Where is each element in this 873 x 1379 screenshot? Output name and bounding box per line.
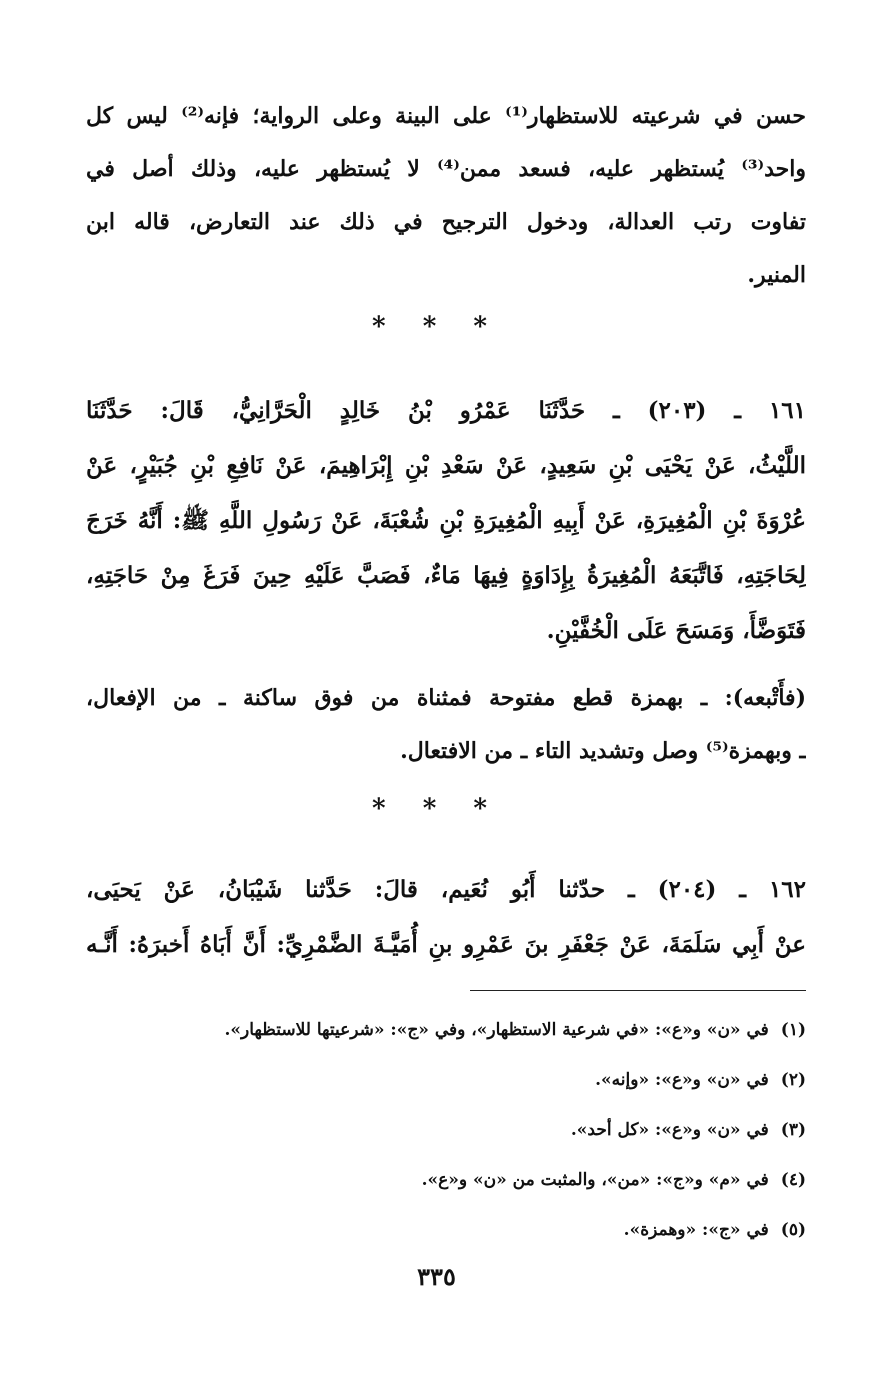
hadith-line: عُرْوَةَ بْنِ الْمُغِيرَةِ، عَنْ أَبِيهِ الْمُغِيرَةِ بْنِ شُعْبَةَ، عَنْ رَسُولِ اللَّهِ ﷺ: أَنَّهُ خَرَجَ [86, 507, 806, 534]
hadith-line: لِحَاجَتِهِ، فَاتَّبَعَهُ الْمُغِيرَةُ بِإِدَاوَةٍ فِيهَا مَاءٌ، فَصَبَّ عَلَيْهِ حِينَ فَرَغَ مِنْ حَاجَتِهِ، [86, 562, 806, 589]
hadith-161 [86, 383, 806, 658]
footnote-item [86, 1205, 806, 1255]
commentary-line: المنير. [747, 262, 806, 288]
hadith-line: ١٦١ ـ (٢٠٣) ـ حَدَّثَنَا عَمْرُو بْنُ خَالِدٍ الْحَرَّانِيُّ، قَالَ: حَدَّثَنَا [86, 397, 806, 424]
footnote-item [86, 1055, 806, 1105]
footnote-item [86, 1005, 806, 1055]
hadith-161-note [86, 672, 806, 778]
footnote-divider [470, 990, 806, 991]
commentary-paragraph [86, 90, 806, 302]
hadith-line: ١٦٢ ـ (٢٠٤) ـ حدّثنا أَبُو نُعَيم، قالَ: حَدَّثنا شَيْبَانُ، عَنْ يَحيَى، [86, 876, 806, 903]
commentary-line: حسن في شرعيته للاستظهار⁽¹⁾ على البينة وعلى الرواية؛ فإنه⁽²⁾ ليس كل [86, 103, 806, 129]
page-number: ٣٣٥ [417, 1262, 456, 1291]
footnote-number: (٤) [780, 1170, 806, 1190]
commentary-line: واحد⁽³⁾ يُستظهر عليه، فسعد ممن⁽⁴⁾ لا يُستظهر عليه، وذلك أصل في [86, 156, 806, 182]
hadith-line: اللَّيْثُ، عَنْ يَحْيَى بْنِ سَعِيدٍ، عَنْ سَعْدِ بْنِ إِبْرَاهِيمَ، عَنْ نَافِعِ بْنِ جُبَيْرٍ، عَنْ [86, 452, 806, 479]
footnotes [86, 1005, 806, 1255]
note-line: ـ وبهمزة⁽⁵⁾ وصل وتشديد التاء ـ من الافتعال. [400, 738, 806, 764]
footnote-text: في «م» و«ج»: «من»، والمثبت من «ن» و«ع». [421, 1170, 769, 1190]
footnote-item [86, 1155, 806, 1205]
note-line: (فأَتْبعه): ـ بهمزة قطع مفتوحة فمثناة من فوق ساكنة ـ من الإفعال، [86, 685, 806, 711]
footnote-item [86, 1105, 806, 1155]
section-separator: * * * [372, 794, 501, 824]
hadith-line: فَتَوَضَّأَ، وَمَسَحَ عَلَى الْخُفَّيْنِ. [546, 617, 806, 644]
footnote-text: في «ج»: «وهمزة». [623, 1220, 769, 1240]
footnote-text: في «ن» و«ع»: «كل أحد». [570, 1120, 769, 1140]
footnote-text: في «ن» و«ع»: «وإنه». [595, 1070, 769, 1090]
commentary-line: تفاوت رتب العدالة، ودخول الترجيح في ذلك عند التعارض، قاله ابن [86, 209, 806, 235]
hadith-line: عنْ أَبِي سَلَمَةَ، عَنْ جَعْفَرِ بنَ عَمْرِو بنِ أُمَيَّـةَ الضَّمْرِيِّ: أَنَّ أَبَاهُ أَخبرَهُ: أَنَّـه [86, 931, 806, 958]
hadith-162 [86, 862, 806, 972]
section-separator: * * * [372, 312, 501, 342]
footnote-number: (٥) [780, 1220, 806, 1240]
footnote-number: (١) [780, 1020, 806, 1040]
footnote-number: (٣) [780, 1120, 806, 1140]
footnote-text: في «ن» و«ع»: «في شرعية الاستظهار»، وفي «ج»: «شرعيتها للاستظهار». [224, 1020, 769, 1040]
footnote-number: (٢) [780, 1070, 806, 1090]
